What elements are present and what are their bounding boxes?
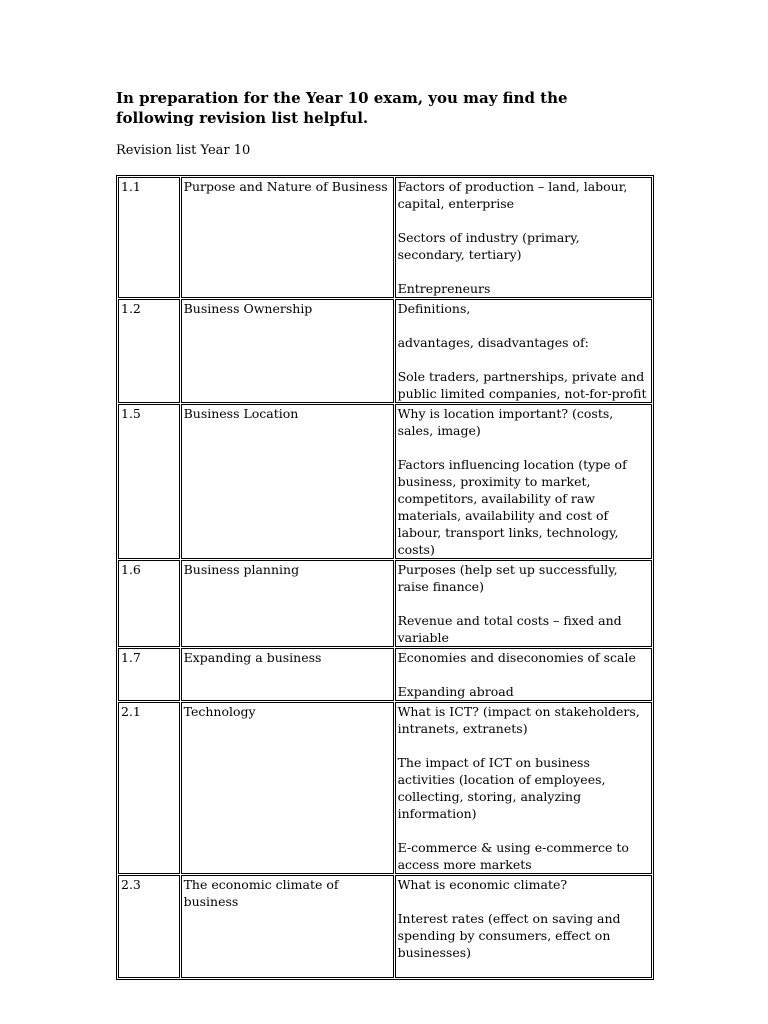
detail-paragraph: What is ICT? (impact on stakeholders, intranets, extranets) — [397, 704, 640, 736]
revision-table — [116, 175, 654, 980]
detail-paragraph: Entrepreneurs — [397, 281, 491, 296]
detail-paragraph: Interest rates (effect on saving and spending by consumers, effect on businesses) — [397, 911, 621, 960]
detail-paragraph: Expanding abroad — [397, 684, 514, 699]
detail-paragraph: Economies and diseconomies of scale — [397, 650, 636, 665]
topic-code-cell: 1.7 — [118, 648, 180, 701]
detail-paragraph: Factors influencing location (type of business, proximity to market, competitors, availability of raw materials, availability and cost of labour, transport links, technology, costs) — [397, 457, 627, 557]
topic-code-cell: 1.6 — [118, 560, 180, 647]
detail-paragraph: advantages, disadvantages of: — [397, 335, 589, 350]
topic-details-cell — [395, 702, 652, 874]
topic-code-cell: 1.1 — [118, 177, 180, 298]
topic-name-cell: Technology — [181, 702, 394, 874]
document-subheading: Revision list Year 10 — [116, 143, 251, 158]
topic-name-cell: Business planning — [181, 560, 394, 647]
detail-paragraph: Sole traders, partnerships, private and public limited companies, not-for-profit — [397, 369, 647, 401]
detail-paragraph: What is economic climate? — [397, 877, 568, 892]
topic-details-cell — [395, 875, 652, 978]
topic-details-cell — [395, 560, 652, 647]
topic-details-cell — [395, 404, 652, 559]
topic-code-cell: 1.2 — [118, 299, 180, 403]
detail-paragraph: E-commerce & using e-commerce to access more markets — [397, 840, 629, 872]
table-row — [118, 299, 652, 403]
table-row — [118, 404, 652, 559]
detail-paragraph: Definitions, — [397, 301, 471, 316]
table-row — [118, 875, 652, 978]
topic-name-cell: Expanding a business — [181, 648, 394, 701]
topic-code-cell: 2.3 — [118, 875, 180, 978]
topic-name-cell: Purpose and Nature of Business — [181, 177, 394, 298]
topic-name-cell: Business Ownership — [181, 299, 394, 403]
topic-name-cell: The economic climate of business — [181, 875, 394, 978]
detail-paragraph: Revenue and total costs – fixed and variable — [397, 613, 622, 645]
topic-code-cell: 2.1 — [118, 702, 180, 874]
table-row — [118, 177, 652, 298]
detail-paragraph: Sectors of industry (primary, secondary, tertiary) — [397, 230, 580, 262]
detail-paragraph: Factors of production – land, labour, capital, enterprise — [397, 179, 628, 211]
topic-code-cell: 1.5 — [118, 404, 180, 559]
topic-details-cell — [395, 648, 652, 701]
table-row — [118, 702, 652, 874]
detail-paragraph: Why is location important? (costs, sales, image) — [397, 406, 614, 438]
revision-table-body — [118, 177, 652, 978]
document-heading: In preparation for the Year 10 exam, you may find the following revision list helpful. — [116, 89, 568, 127]
table-row — [118, 648, 652, 701]
detail-paragraph: The impact of ICT on business activities (location of employees, collecting, storing, analyzing information) — [397, 755, 606, 821]
table-row — [118, 560, 652, 647]
topic-name-cell: Business Location — [181, 404, 394, 559]
topic-details-cell — [395, 299, 652, 403]
detail-paragraph: Purposes (help set up successfully, raise finance) — [397, 562, 618, 594]
topic-details-cell — [395, 177, 652, 298]
